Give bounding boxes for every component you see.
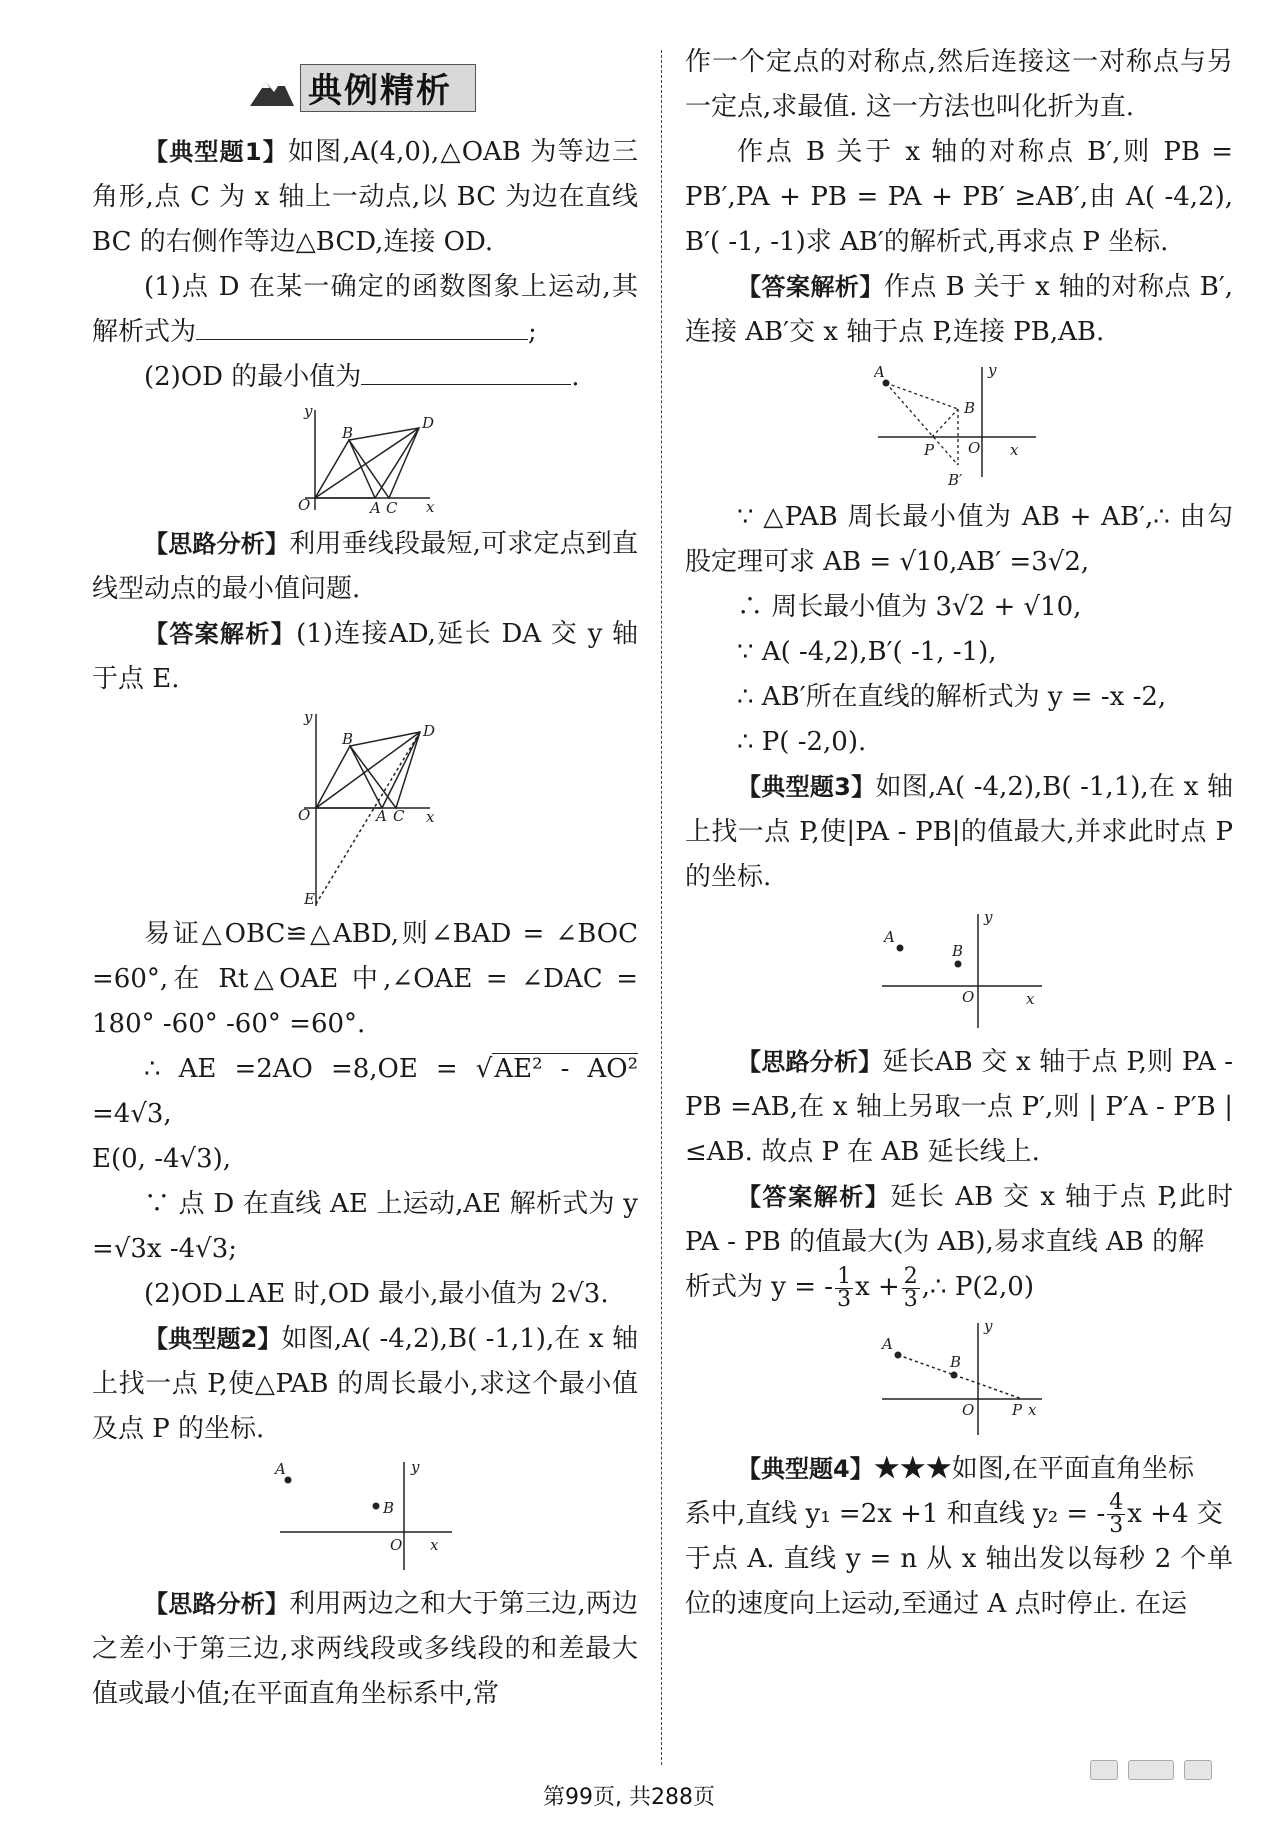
viewer-controls (1090, 1760, 1212, 1780)
svg-text:O: O (968, 439, 981, 457)
svg-text:D: D (423, 722, 436, 740)
svg-text:C: C (393, 807, 405, 825)
svg-text:O: O (298, 806, 311, 824)
fraction: $\frac{4}{3}$ (1109, 1490, 1124, 1538)
zoom-control[interactable] (1128, 1760, 1174, 1780)
svg-text:B′: B′ (948, 471, 963, 489)
result-3: ∵ A( -4,2),B′( -1, -1), (737, 637, 997, 667)
example-4: 【典型题4】★★★如图,在平面直角坐标 (737, 1453, 1194, 1484)
right-column (685, 40, 1233, 1627)
svg-text:y: y (988, 361, 997, 379)
step-5: (2)OD⊥AE 时,OD 最小,最小值为 2√3. (144, 1279, 609, 1309)
result-1: ∵ △PAB 周长最小值为 AB + AB′,∴ 由勾股定理可求 AB = √10,AB′ =3√2, (685, 502, 1233, 577)
svg-text:x: x (426, 498, 435, 516)
svg-text:D: D (422, 414, 435, 432)
svg-text:A: A (376, 807, 387, 825)
figure-3 (270, 1458, 460, 1578)
result-4: ∴ AB′所在直线的解析式为 y = -x -2, (737, 682, 1167, 712)
analysis-2: 【思路分析】利用两边之和大于第三边,两边之差小于第三边,求两线段或多线段的和差最大值或最小值;在平面直角坐标系中,常 (92, 1589, 639, 1709)
svg-text:A: A (874, 363, 885, 381)
svg-text:B: B (342, 424, 354, 442)
svg-text:y: y (304, 708, 313, 726)
column-divider (661, 50, 662, 1765)
svg-text:A: A (882, 1334, 893, 1353)
figure-4 (874, 361, 1044, 491)
step-4: ∵ 点 D 在直线 AE 上运动,AE 解析式为 y =√3x -4√3; (92, 1189, 638, 1264)
svg-text:P: P (924, 441, 935, 459)
svg-text:B: B (383, 1499, 395, 1517)
svg-text:C: C (386, 499, 398, 517)
figure-6 (864, 1317, 1054, 1443)
svg-text:A: A (884, 928, 895, 946)
svg-text:y: y (984, 908, 993, 926)
step-2: ∴ AE =2AO =8,OE = √AE² - AO² =4√3, (92, 1054, 638, 1129)
example-3: 【典型题3】如图,A( -4,2),B( -1,1),在 x 轴上找一点 P,使|PA - PB|的值最大,并求此时点 P 的坐标. (685, 772, 1233, 892)
svg-text:y: y (984, 1316, 993, 1335)
question-1: (1)点 D 在某一确定的函数图象上运动,其解析式为 ; (92, 272, 638, 347)
analysis-3: 【思路分析】延长AB 交 x 轴于点 P,则 PA -PB =AB,在 x 轴上另取一点 P′,则 | P′A - P′B | ≤AB. 故点 P 在 AB 延长线上. (685, 1047, 1234, 1167)
example-2: 【典型题2】如图,A( -4,2),B( -1,1),在 x 轴上找一点 P,使△PAB 的周长最小,求这个最小值及点 P 的坐标. (92, 1324, 638, 1444)
example-4-line-2: 系中,直线 y₁ =2x +1 和直线 y₂ = - $\frac{4}{3}$ x +4 交 (685, 1490, 1223, 1538)
example-1: 【典型题1】如图,A(4,0),△OAB 为等边三角形,点 C 为 x 轴上一动点,以 BC 为边在直线 BC 的右侧作等边△BCD,连接 OD. (92, 137, 639, 257)
solution-2: 【答案解析】作点 B 关于 x 轴的对称点 B′,连接 AB′交 x 轴于点 P,连接 PB,AB. (685, 272, 1233, 347)
fraction: $\frac{1}{3}$ (837, 1263, 852, 1312)
svg-text:B: B (342, 730, 354, 748)
solution-3: 【答案解析】延长 AB 交 x 轴于点 P,此时 PA - PB 的值最大(为 AB),易求直线 AB 的解 (685, 1182, 1233, 1257)
question-2: (2)OD 的最小值为 . (92, 355, 638, 400)
svg-text:O: O (962, 988, 975, 1006)
svg-text:E: E (304, 890, 315, 908)
mountain-icon (248, 68, 296, 108)
section-header (248, 60, 476, 118)
step-3: E(0, -4√3), (92, 1144, 232, 1174)
method-text: 作一个定点的对称点,然后连接这一对称点与另一定点,求最值. 这一方法也叫化折为直. (685, 47, 1233, 122)
svg-text:O: O (962, 1400, 975, 1419)
example-4-line-3: 于点 A. 直线 y = n 从 x 轴出发以每秒 2 个单位的速度向上运动,至通过 A 点时停止. 在运 (685, 1544, 1233, 1619)
result-2: ∴ 周长最小值为 3√2 + √10, (737, 592, 1082, 622)
fraction: $\frac{2}{3}$ (903, 1263, 918, 1312)
svg-text:x: x (1028, 1400, 1037, 1419)
prev-page-button[interactable] (1090, 1760, 1118, 1780)
svg-text:x: x (1026, 990, 1035, 1008)
left-column (92, 130, 638, 1717)
svg-text:y: y (411, 1458, 420, 1476)
svg-text:O: O (298, 496, 311, 514)
svg-text:A: A (370, 499, 381, 517)
svg-text:B: B (950, 1352, 962, 1371)
method-detail: 作点 B 关于 x 轴的对称点 B′,则 PB = PB′,PA + PB = PA + PB′ ≥AB′,由 A( -4,2), B′( -1, -1)求 AB′的解析式,再求点 P 坐标. (685, 137, 1233, 257)
answer-blank-1[interactable] (196, 313, 528, 340)
svg-text:A: A (275, 1460, 286, 1478)
figure-5 (864, 906, 1054, 1036)
next-page-button[interactable] (1184, 1760, 1212, 1780)
solution-3-line: 析式为 y = - $\frac{1}{3}$ x + $\frac{2}{3}$ ,∴ P(2,0) (685, 1263, 1034, 1312)
svg-text:O: O (390, 1536, 403, 1554)
result-5: ∴ P( -2,0). (737, 727, 867, 757)
page-number: 第99页, 共288页 (543, 1785, 715, 1810)
analysis-1: 【思路分析】利用垂线段最短,可求定点到直线型动点的最小值问题. (92, 529, 639, 604)
svg-text:x: x (426, 808, 435, 826)
figure-1 (290, 406, 440, 518)
svg-text:x: x (1010, 441, 1019, 459)
step-1: 易证△OBC≌△ABD,则∠BAD = ∠BOC =60°,在 Rt△OAE 中,∠OAE = ∠DAC = 180° -60° -60° =60°. (92, 919, 638, 1039)
svg-text:P: P (1012, 1400, 1023, 1419)
svg-text:y: y (304, 406, 313, 420)
figure-2 (290, 708, 440, 908)
svg-text:B: B (964, 399, 976, 417)
svg-text:B: B (952, 942, 964, 960)
answer-blank-2[interactable] (361, 358, 571, 385)
solution-1: 【答案解析】(1)连接AD,延长 DA 交 y 轴于点 E. (92, 619, 638, 694)
svg-text:x: x (430, 1536, 439, 1554)
header-title: 典例精析 (308, 71, 452, 111)
